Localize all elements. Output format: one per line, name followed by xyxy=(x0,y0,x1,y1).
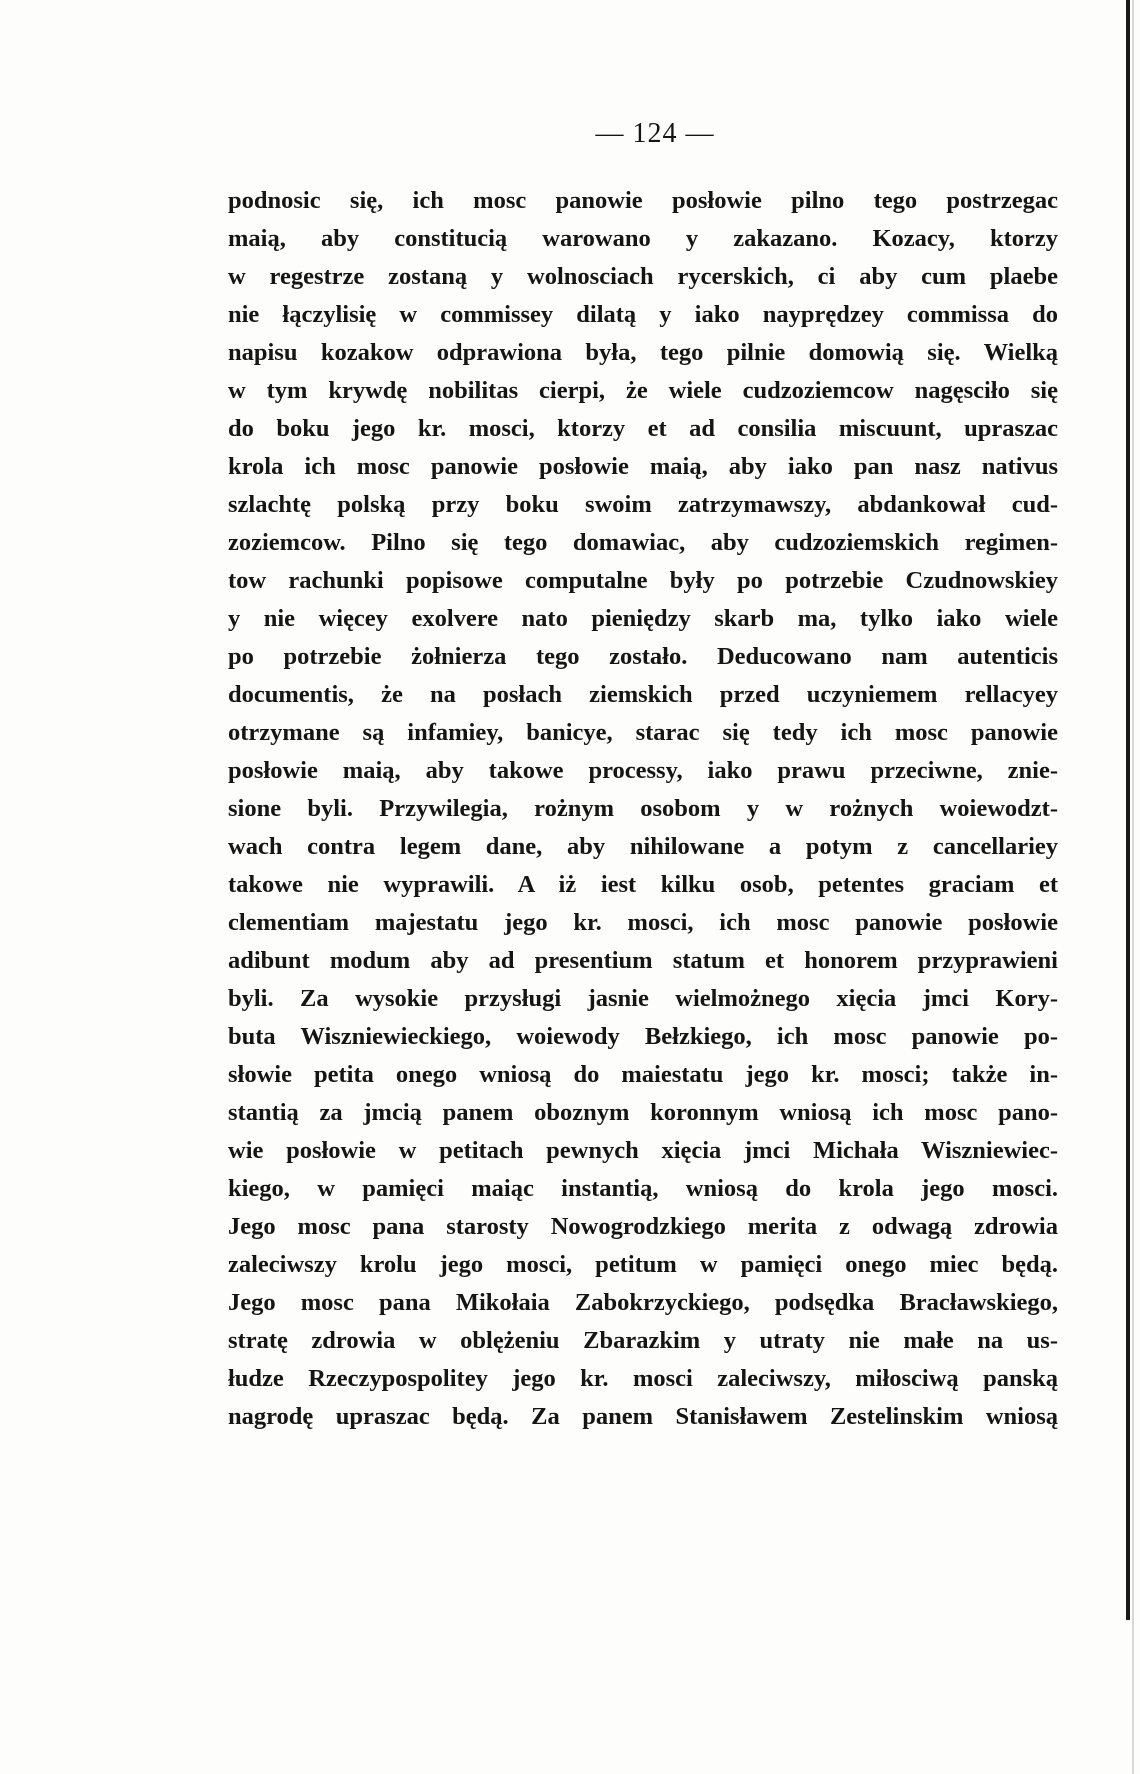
text-line: sione byli. Przywilegia, rożnym osobom y w rożnych woiewodzt- xyxy=(228,795,1058,822)
page-edge-border xyxy=(1132,0,1134,1774)
text-line: stantią za jmcią panem oboznym koronnym wniosą ich mosc pano- xyxy=(228,1099,1058,1126)
text-line: zaleciwszy krolu jego mosci, petitum w pamięci onego miec będą. xyxy=(228,1251,1058,1278)
text-line: kiego, w pamięci maiąc instantią, wniosą do krola jego mosci. xyxy=(228,1175,1058,1202)
text-line: do boku jego kr. mosci, ktorzy et ad consilia miscuunt, upraszac xyxy=(228,415,1058,442)
text-line: Jego mosc pana Mikołaia Zabokrzyckiego, podsędka Bracławskiego, xyxy=(228,1289,1058,1316)
text-line: łudze Rzeczypospolitey jego kr. mosci zaleciwszy, miłosciwą panską xyxy=(228,1365,1058,1392)
text-line: po potrzebie żołnierza tego zostało. Deducowano nam autenticis xyxy=(228,643,1058,670)
text-line: podnosic się, ich mosc panowie posłowie pilno tego postrzegac xyxy=(228,187,1058,214)
text-line: documentis, że na posłach ziemskich przed uczyniemem rellacyey xyxy=(228,681,1058,708)
body-text xyxy=(228,182,1058,1436)
text-line: zoziemcow. Pilno się tego domawiac, aby cudzoziemskich regimen- xyxy=(228,529,1058,556)
text-line: posłowie maią, aby takowe processy, iako prawu przeciwne, znie- xyxy=(228,757,1058,784)
text-line: słowie petita onego wniosą do maiestatu jego kr. mosci; także in- xyxy=(228,1061,1058,1088)
text-line: w regestrze zostaną y wolnosciach rycerskich, ci aby cum plaebe xyxy=(228,263,1058,290)
text-line: wach contra legem dane, aby nihilowane a potym z cancellariey xyxy=(228,833,1058,860)
text-line: szlachtę polską przy boku swoim zatrzymawszy, abdankował cud- xyxy=(228,491,1058,518)
page-edge-shadow xyxy=(1126,0,1130,1620)
text-line: krola ich mosc panowie posłowie maią, aby iako pan nasz nativus xyxy=(228,453,1058,480)
text-line: byli. Za wysokie przysługi jasnie wielmożnego xięcia jmci Kory- xyxy=(228,985,1058,1012)
text-line: otrzymane są infamiey, banicye, starac się tedy ich mosc panowie xyxy=(228,719,1058,746)
text-line: maią, aby constitucią warowano y zakazano. Kozacy, ktorzy xyxy=(228,225,1058,252)
text-line: nie łączylisię w commissey dilatą y iako nayprędzey commissa do xyxy=(228,301,1058,328)
text-line: wie posłowie w petitach pewnych xięcia jmci Michała Wiszniewiec- xyxy=(228,1137,1058,1164)
text-line: takowe nie wyprawili. A iż iest kilku osob, petentes graciam et xyxy=(228,871,1058,898)
text-line: stratę zdrowia w oblężeniu Zbarazkim y utraty nie małe na us- xyxy=(228,1327,1058,1354)
text-line: napisu kozakow odprawiona była, tego pilnie domowią się. Wielką xyxy=(228,339,1058,366)
text-line: clementiam majestatu jego kr. mosci, ich mosc panowie posłowie xyxy=(228,909,1058,936)
text-line: y nie więcey exolvere nato pieniędzy skarb ma, tylko iako wiele xyxy=(228,605,1058,632)
text-line: buta Wiszniewieckiego, woiewody Bełzkiego, ich mosc panowie po- xyxy=(228,1023,1058,1050)
page-number: — 124 — xyxy=(595,118,715,149)
text-line: w tym krywdę nobilitas cierpi, że wiele cudzoziemcow nagęsciło się xyxy=(228,377,1058,404)
text-line: tow rachunki popisowe computalne były po potrzebie Czudnowskiey xyxy=(228,567,1058,594)
text-line: nagrodę upraszac będą. Za panem Stanisławem Zestelinskim wniosą xyxy=(228,1403,1058,1430)
text-line: adibunt modum aby ad presentium statum et honorem przyprawieni xyxy=(228,947,1058,974)
text-line: Jego mosc pana starosty Nowogrodzkiego merita z odwagą zdrowia xyxy=(228,1213,1058,1240)
